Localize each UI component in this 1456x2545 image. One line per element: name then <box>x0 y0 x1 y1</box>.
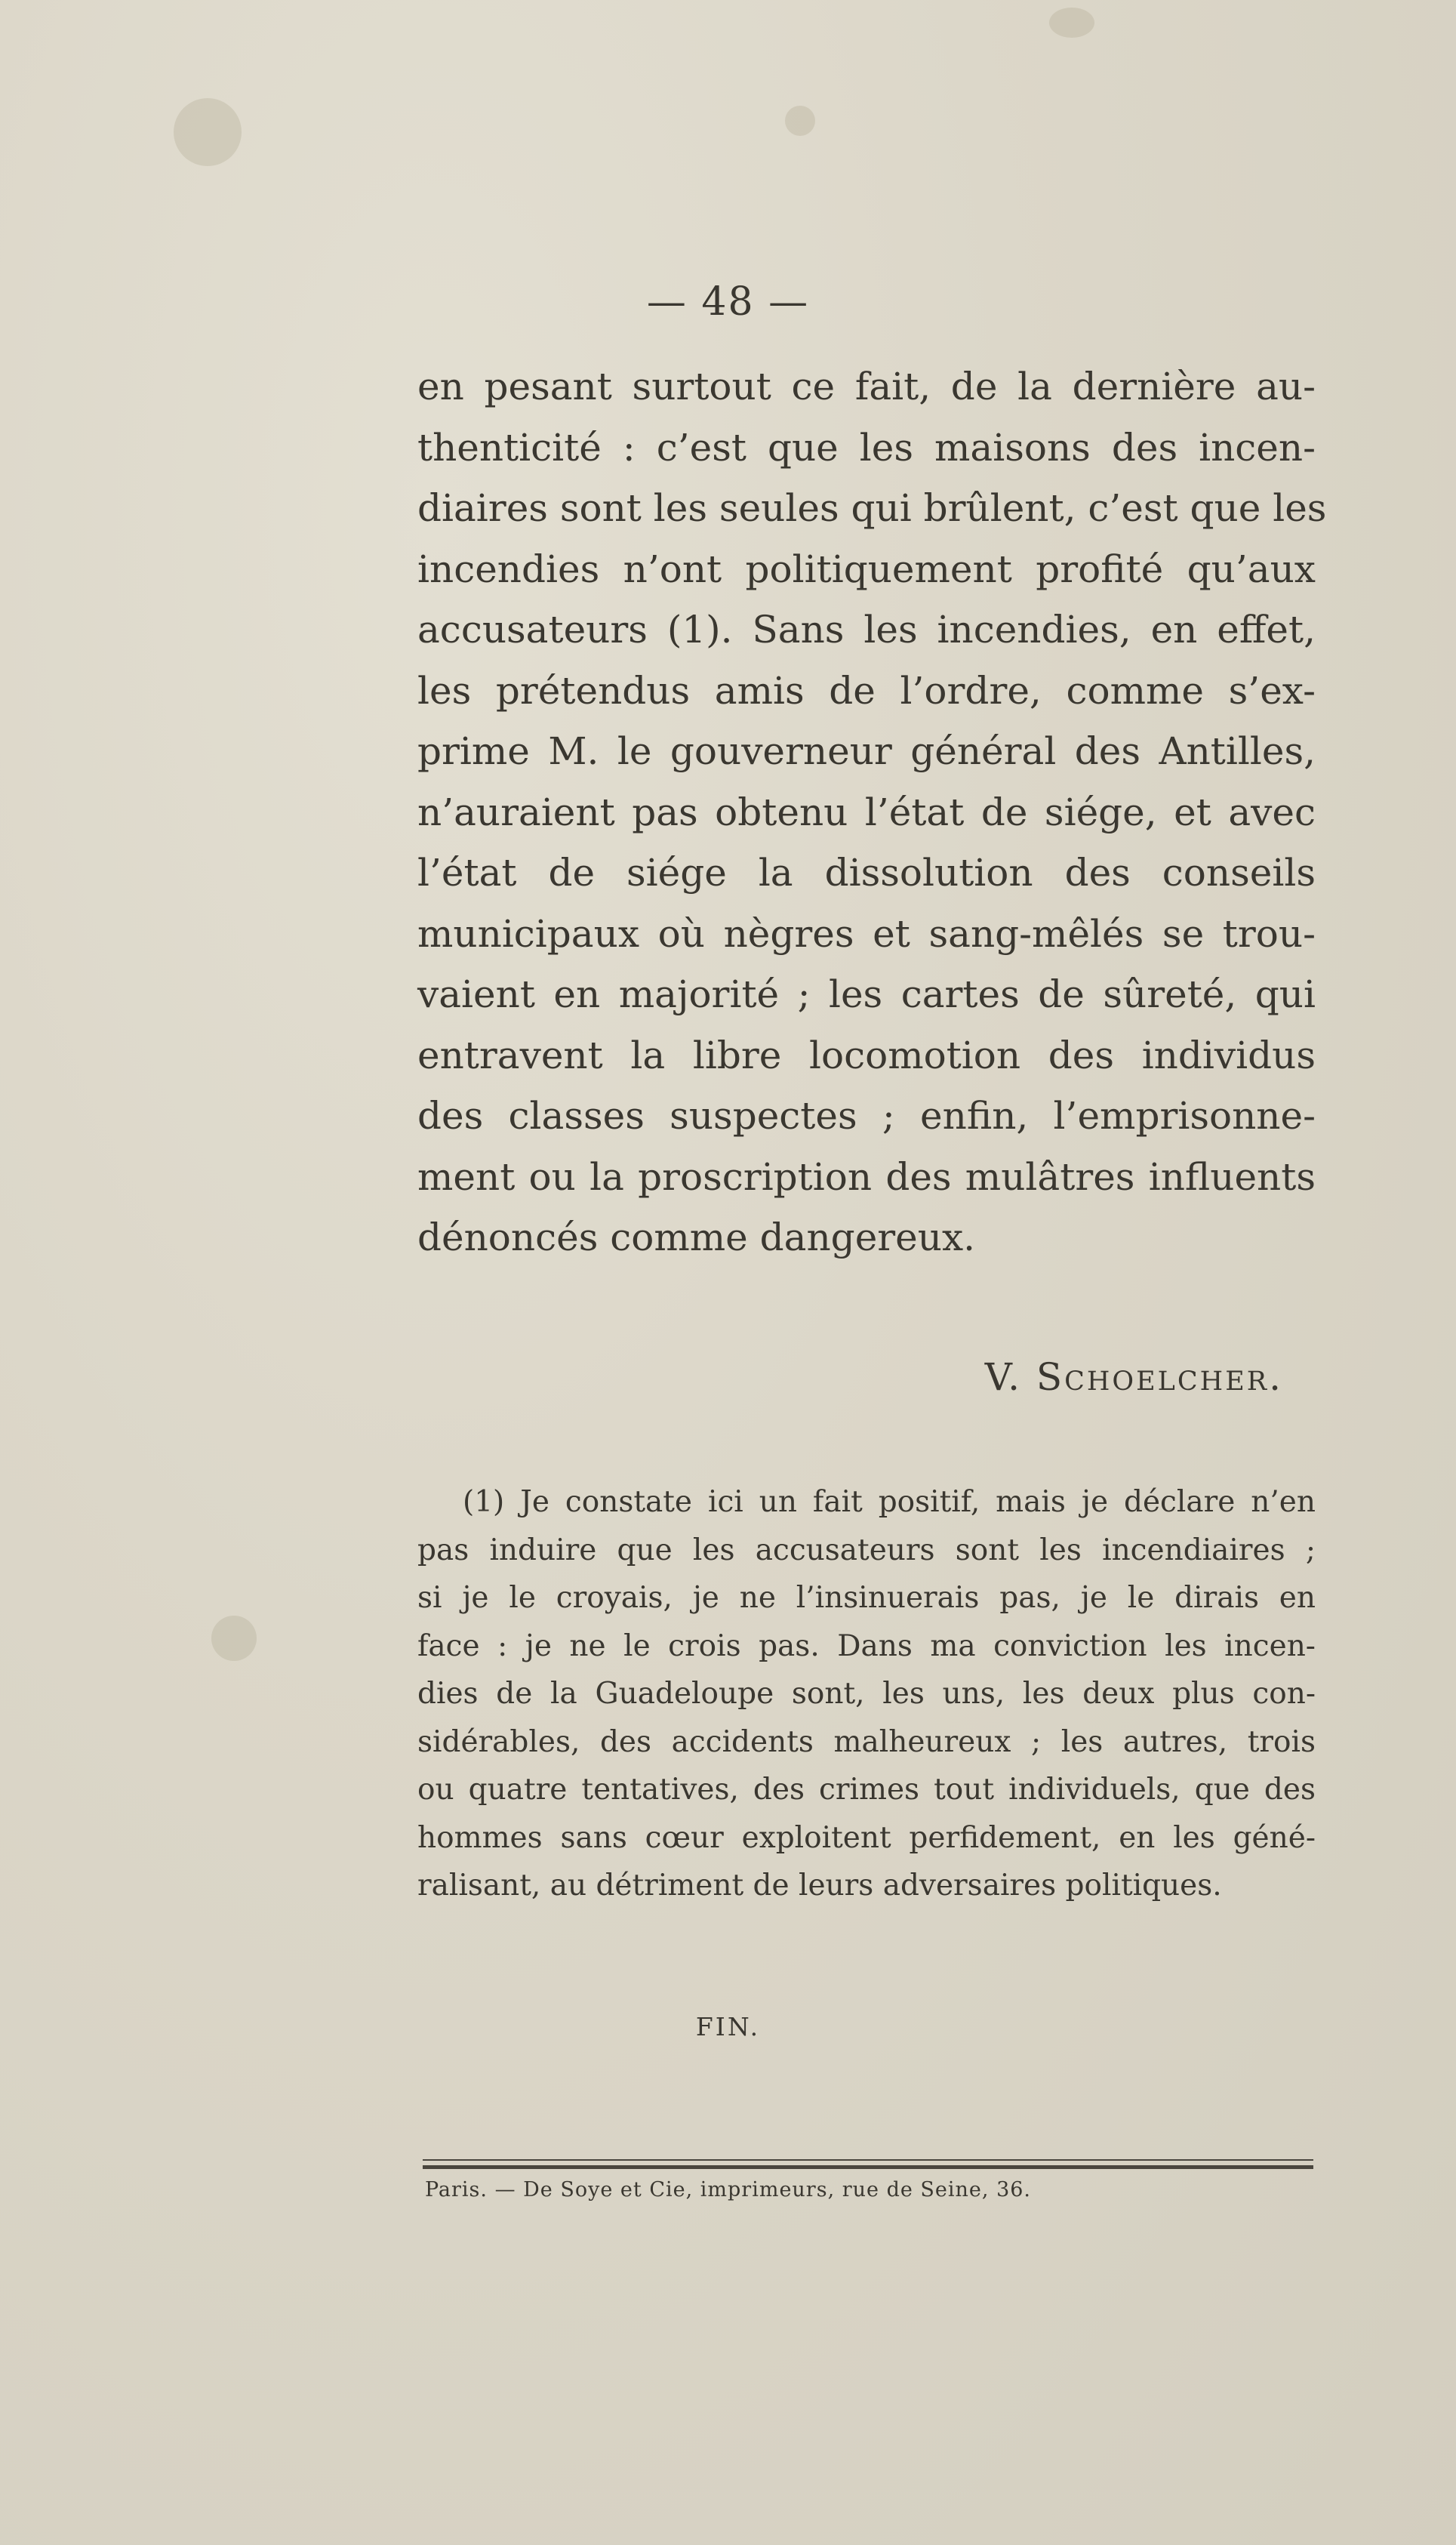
body-line: l’état de siége la dissolution des conseils <box>417 851 1316 895</box>
author-signature: V. Schoelcher. <box>984 1355 1283 1399</box>
body-line: thenticité : c’est que les maisons des incen- <box>417 425 1316 470</box>
body-line: incendies n’ont politiquement profité qu’aux <box>417 547 1316 591</box>
body-line: municipaux où nègres et sang-mêlés se trou- <box>417 911 1316 956</box>
body-line: dénoncés comme dangereux. <box>417 1215 976 1259</box>
body-text <box>417 356 1327 1268</box>
foxing-stain <box>174 98 242 166</box>
foxing-stain <box>211 1616 257 1661</box>
body-line: ment ou la proscription des mulâtres influents <box>417 1154 1316 1199</box>
end-marker: FIN. <box>695 2012 761 2041</box>
footnote-line: si je le croyais, je ne l’insinuerais pas, je le dirais en <box>417 1581 1316 1615</box>
page-number: — 48 — <box>646 279 810 325</box>
foxing-stain <box>785 106 815 136</box>
divider-rule <box>423 2165 1313 2169</box>
footnote-line: ralisant, au détriment de leurs adversaires politiques. <box>417 1869 1222 1903</box>
foxing-stain <box>1049 8 1094 38</box>
body-line: vaient en majorité ; les cartes de sûreté, qui <box>417 972 1316 1016</box>
body-line: n’auraient pas obtenu l’état de siége, et avec <box>417 790 1316 834</box>
footnote-line: pas induire que les accusateurs sont les incendiaires ; <box>417 1533 1316 1567</box>
body-line: prime M. le gouverneur général des Antilles, <box>417 729 1316 773</box>
body-line: accusateurs (1). Sans les incendies, en effet, <box>417 608 1316 652</box>
footnote <box>417 1478 1316 1910</box>
footnote-line: face : je ne le crois pas. Dans ma conviction les incen- <box>417 1628 1316 1663</box>
divider-rule <box>423 2159 1313 2161</box>
footnote-line: (1) Je constate ici un fait positif, mais je déclare n’en <box>463 1485 1316 1519</box>
body-line: diaires sont les seules qui brûlent, c’est que les <box>417 486 1327 530</box>
footnote-line: sidérables, des accidents malheureux ; les autres, trois <box>417 1724 1316 1759</box>
printer-imprint: Paris. — De Soye et Cie, imprimeurs, rue de Seine, 36. <box>424 2178 1032 2201</box>
body-line: en pesant surtout ce fait, de la dernière au- <box>417 365 1316 408</box>
footnote-line: dies de la Guadeloupe sont, les uns, les deux plus con- <box>417 1677 1316 1711</box>
body-line: entravent la libre locomotion des individus <box>417 1033 1316 1077</box>
footnote-line: ou quatre tentatives, des crimes tout individuels, que des <box>417 1773 1316 1807</box>
body-line: des classes suspectes ; enfin, l’emprisonne- <box>417 1094 1316 1138</box>
footnote-line: hommes sans cœur exploitent perfidement, en les géné- <box>417 1820 1316 1855</box>
body-line: les prétendus amis de l’ordre, comme s’ex- <box>417 668 1316 713</box>
